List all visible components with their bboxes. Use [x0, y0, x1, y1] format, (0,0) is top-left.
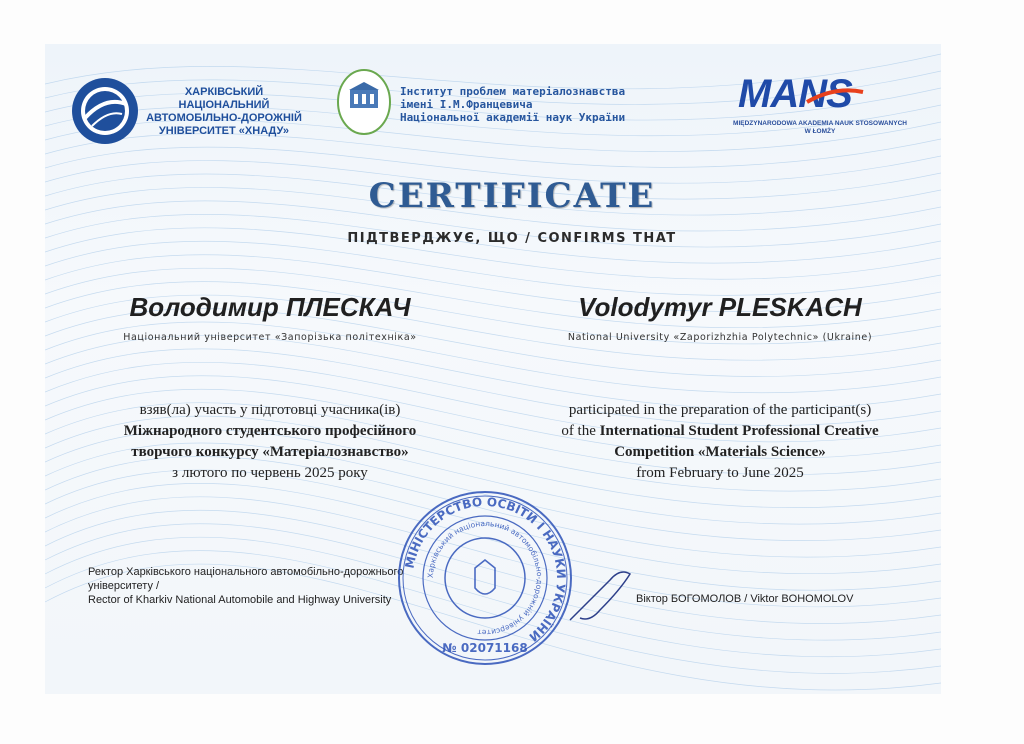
body-text-uk	[60, 400, 480, 484]
stamp-outer-text: МІНІСТЕРСТВО ОСВІТИ І НАУКИ УКРАЇНИ	[402, 494, 569, 645]
khadi-line-3: УНІВЕРСИТЕТ «ХНАДУ»	[158, 125, 290, 137]
body-en-line-1: participated in the preparation of the participant(s)	[568, 402, 872, 418]
body-uk-line-2: Міжнародного студентського професійного	[123, 423, 417, 439]
body-en-line-2	[500, 421, 940, 442]
certificate-title: CERTIFICATE	[368, 176, 656, 216]
ipm-line-1: Інститут проблем матеріалознавства	[400, 85, 626, 98]
svg-text:Харківський національний автом	[426, 519, 544, 637]
khadi-logo-icon	[70, 76, 140, 146]
khadi-line-2: АВТОМОБІЛЬНО-ДОРОЖНІЙ	[146, 112, 302, 124]
ipm-line-3: Національної академії наук України	[400, 111, 626, 124]
body-uk-line-3: творчого конкурсу «Матеріалознавство»	[131, 444, 409, 460]
organization-uk: Національний університет «Запорізька політехніка»	[123, 332, 417, 343]
stamp-inner-text: Харківський національний автомобільно-дорожній університет	[425, 518, 545, 638]
body-uk-line-4: з лютого по червень 2025 року	[172, 465, 368, 481]
body-en-line-4: from February to June 2025	[636, 465, 804, 481]
mans-sub-line-2: W ŁOMŻY	[804, 128, 836, 135]
official-stamp	[395, 488, 575, 668]
body-en-line-2-prefix: of the	[561, 423, 600, 439]
ipm-line-2: імені І.М.Францевича	[400, 98, 533, 111]
confirms-line: ПІДТВЕРДЖУЄ, ЩО / CONFIRMS THAT	[347, 231, 677, 246]
stamp-number: № 02071168	[442, 641, 528, 655]
rector-name: Віктор БОГОМОЛОВ / Viktor BOHOMOLOV	[636, 593, 854, 605]
body-en-line-2-bold: International Student Professional Creative	[599, 423, 879, 439]
recipient-name-en: Volodymyr PLESKACH	[578, 292, 862, 322]
ipm-logo-icon	[335, 68, 393, 136]
body-uk-line-1: взяв(ла) участь у підготовці учасника(ів)	[139, 402, 401, 418]
body-en-line-3: Competition «Materials Science»	[614, 444, 826, 460]
mans-logo-word: MANS	[738, 72, 852, 116]
khadi-line-1: ХАРКІВСЬКИЙ НАЦІОНАЛЬНИЙ	[178, 86, 270, 111]
recipient-name-uk: Володимир ПЛЕСКАЧ	[129, 292, 411, 322]
rector-line-3: Rector of Kharkiv National Automobile and Highway University	[88, 594, 392, 606]
rector-line-2: університету /	[88, 580, 160, 592]
trident-icon	[475, 560, 495, 594]
mans-sub-line-1: MIĘDZYNARODOWA AKADEMIA NAUK STOSOWANYCH	[733, 120, 907, 127]
organization-en: National University «Zaporizhzhia Polytechnic» (Ukraine)	[567, 332, 873, 343]
ipm-name	[400, 85, 700, 124]
mans-subtitle	[725, 120, 915, 136]
mans-swoosh-icon	[805, 86, 865, 106]
body-text-en	[500, 400, 940, 484]
rector-line-1: Ректор Харківського національного автомобільно-дорожнього	[88, 566, 404, 578]
khadi-name	[140, 86, 308, 138]
